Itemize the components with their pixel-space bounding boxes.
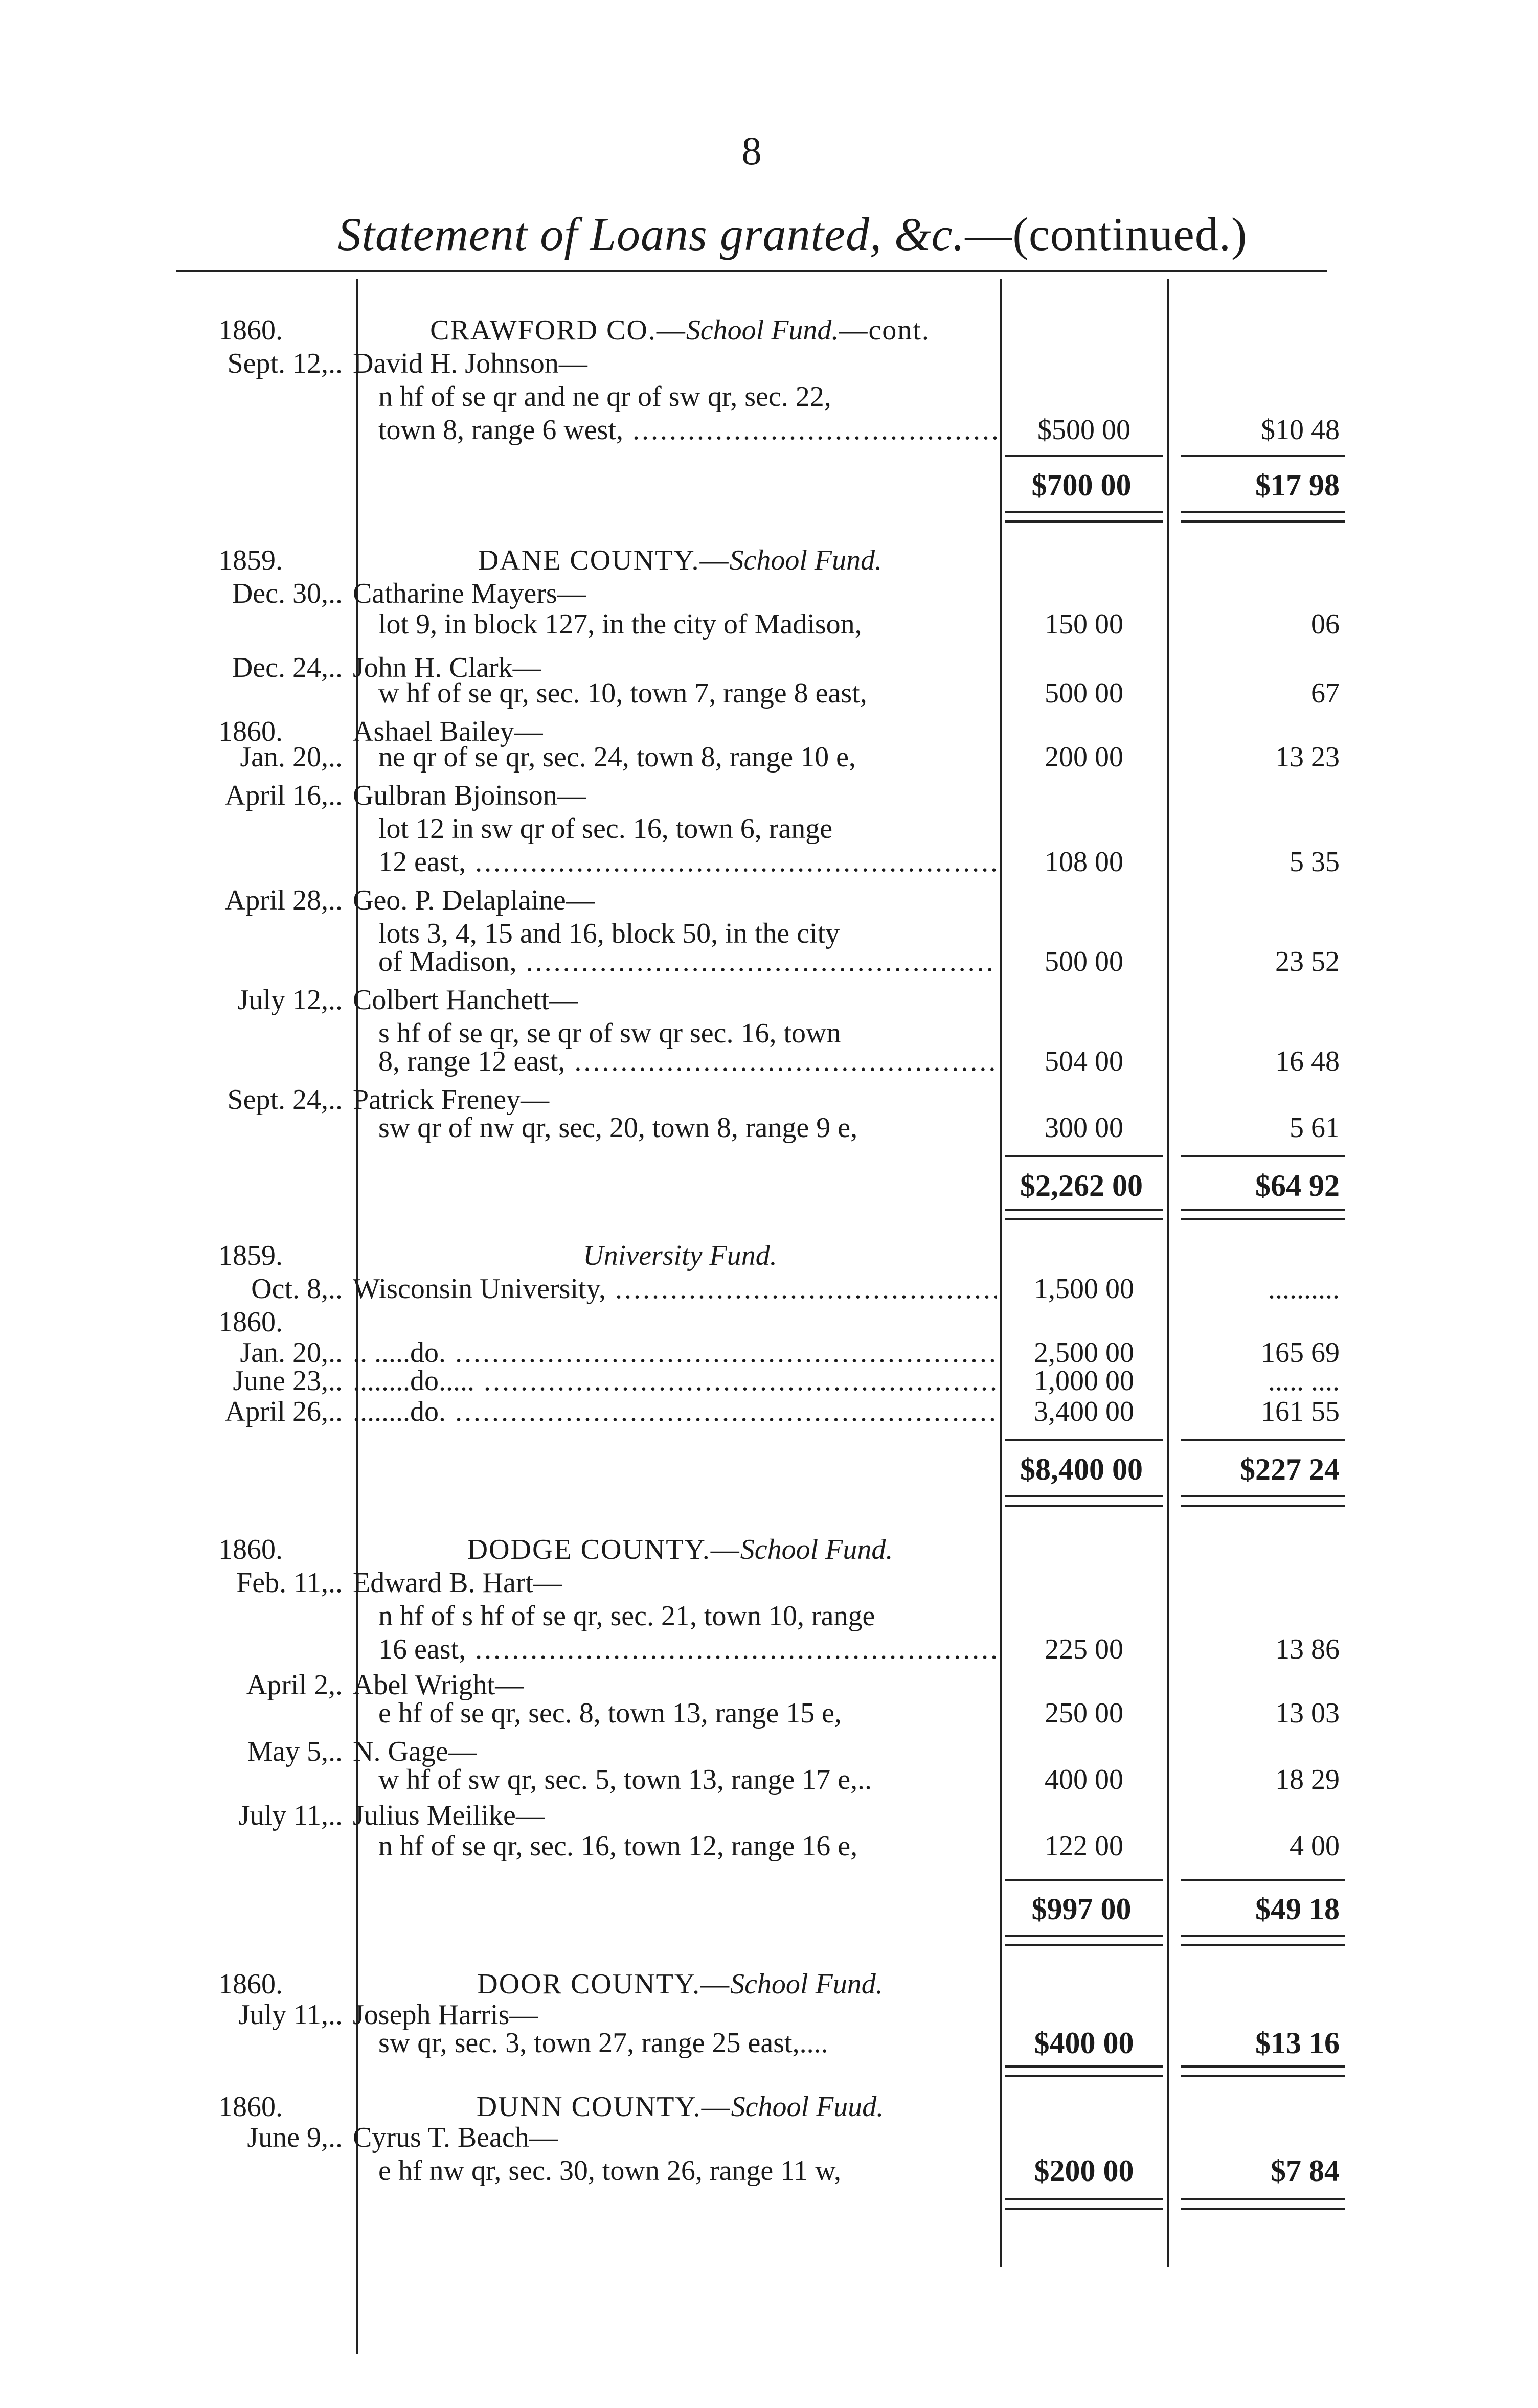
entry-amount: $500 00 (1037, 414, 1130, 446)
entry-description: e hf of se qr, sec. 8, town 13, range 15 e, (378, 1697, 842, 1729)
total-double-rule (1005, 1495, 1163, 1507)
entry-name: N. Gage— (353, 1736, 477, 1767)
section-heading: CRAWFORD CO.—School Fund.—cont. (430, 314, 930, 346)
total-interest: $49 18 (1255, 1892, 1340, 1926)
section-heading: DUNN COUNTY.—School Fuud. (476, 2091, 884, 2123)
entry-description: lots 3, 4, 15 and 16, block 50, in the city (378, 918, 840, 949)
entry-interest: .......... (1268, 1273, 1340, 1305)
entry-date: July 12,.. (237, 984, 343, 1016)
entry-interest: 5 35 (1290, 846, 1340, 878)
entry-amount: $400 00 (1034, 2026, 1134, 2060)
total-double-rule (1181, 1209, 1345, 1220)
total-interest: $227 24 (1240, 1452, 1340, 1486)
entry-interest: 13 03 (1275, 1697, 1340, 1729)
entry-interest: 165 69 (1261, 1337, 1340, 1369)
total-double-rule (1181, 1495, 1345, 1507)
entry-date: May 5,.. (247, 1736, 343, 1767)
entry-interest: 13 23 (1275, 741, 1340, 773)
entry-amount: 108 00 (1045, 846, 1123, 878)
entry-amount: 225 00 (1045, 1633, 1123, 1665)
entry-name: David H. Johnson— (353, 348, 587, 379)
entry-description: 16 east, ..... (378, 1633, 997, 1666)
entry-interest: 5 61 (1290, 1112, 1340, 1144)
entry-amount: 400 00 (1045, 1764, 1123, 1796)
section-year: 1860. (218, 314, 283, 346)
entry-name: Geo. P. Delaplaine— (353, 884, 595, 916)
entry-amount: 3,400 00 (1034, 1396, 1134, 1427)
entry-amount: 2,500 00 (1034, 1337, 1134, 1369)
subtotal-rule (1181, 1439, 1345, 1441)
title-continued: —(continued.) (965, 208, 1248, 260)
entry-date: Sept. 24,.. (227, 1084, 343, 1116)
entry-name: .. .....do. ..... (353, 1337, 997, 1369)
entry-interest: 18 29 (1275, 1764, 1340, 1796)
column-divider-interest (1167, 279, 1169, 2267)
entry-amount: 200 00 (1045, 741, 1123, 773)
subtotal-rule (1181, 1879, 1345, 1881)
entry-description: s hf of se qr, se qr of sw qr sec. 16, town (378, 1017, 841, 1049)
entry-date: April 2,. (246, 1669, 343, 1701)
subtotal-rule (1005, 1879, 1163, 1881)
total-amount: $8,400 00 (1020, 1452, 1143, 1486)
entry-description: n hf of se qr and ne qr of sw qr, sec. 22, (378, 381, 831, 413)
total-double-rule (1005, 1935, 1163, 1946)
entry-date: July 11,.. (238, 1800, 343, 1831)
entry-date: April 26,.. (224, 1396, 343, 1427)
entry-name: Colbert Hanchett— (353, 984, 578, 1016)
entry-date: April 16,.. (224, 780, 343, 811)
entry-year: 1860. (218, 716, 283, 747)
section-year: 1859. (218, 1240, 283, 1271)
entry-description: e hf nw qr, sec. 30, town 26, range 11 w, (378, 2155, 841, 2187)
entry-description: of Madison, ..... (378, 946, 997, 978)
section-year: 1860. (218, 1968, 283, 2000)
subtotal-rule (1005, 455, 1163, 457)
entry-interest: $10 48 (1261, 414, 1340, 446)
subtotal-rule (1005, 1155, 1163, 1157)
section-year: 1859. (218, 544, 283, 576)
section-year: 1860. (218, 2091, 283, 2123)
section-year: 1860. (218, 1534, 283, 1565)
entry-date: Jan. 20,.. (240, 1337, 343, 1369)
entry-date: April 28,.. (224, 884, 343, 916)
entry-name: Patrick Freney— (353, 1084, 550, 1116)
entry-amount: 500 00 (1045, 677, 1123, 709)
subtotal-rule (1181, 1155, 1345, 1157)
entry-description: w hf of sw qr, sec. 5, town 13, range 17 e,.. (378, 1764, 872, 1796)
total-amount: $997 00 (1031, 1892, 1132, 1926)
entry-name: John H. Clark— (353, 652, 541, 684)
entry-name: ........do..... ..... (353, 1365, 997, 1397)
entry-amount: 300 00 (1045, 1112, 1123, 1144)
column-divider-amount (1000, 279, 1002, 2267)
entry-description: n hf of s hf of se qr, sec. 21, town 10, range (378, 1600, 875, 1632)
total-double-rule (1181, 2198, 1345, 2210)
page-title (256, 207, 1329, 261)
entry-date: July 11,.. (238, 1999, 343, 2031)
header-rule (176, 270, 1327, 272)
entry-description: 12 east, ..... (378, 846, 997, 878)
section-heading: DODGE COUNTY.—School Fund. (467, 1534, 893, 1565)
subtotal-rule (1181, 455, 1345, 457)
entry-interest: 67 (1311, 677, 1340, 709)
page-number: 8 (741, 128, 762, 173)
total-double-rule (1181, 2065, 1345, 2077)
entry-description: sw qr of nw qr, sec, 20, town 8, range 9 e, (378, 1112, 858, 1144)
total-double-rule (1181, 1935, 1345, 1946)
total-interest: $17 98 (1255, 468, 1340, 502)
entry-date: Sept. 12,.. (227, 348, 343, 379)
entry-interest: 4 00 (1290, 1830, 1340, 1862)
entry-description: w hf of se qr, sec. 10, town 7, range 8 east, (378, 677, 867, 709)
entry-date: June 23,.. (233, 1365, 343, 1397)
entry-interest: $13 16 (1255, 2026, 1340, 2060)
total-double-rule (1181, 511, 1345, 523)
entry-name: Joseph Harris— (353, 1999, 538, 2031)
total-amount: $700 00 (1031, 468, 1132, 502)
entry-date: Feb. 11,.. (236, 1567, 343, 1599)
total-double-rule (1005, 511, 1163, 523)
entry-amount: 500 00 (1045, 946, 1123, 978)
subtotal-rule (1005, 1439, 1163, 1441)
entry-name: Catharine Mayers— (353, 578, 586, 609)
entry-interest: 23 52 (1275, 946, 1340, 978)
entry-name: Edward B. Hart— (353, 1567, 562, 1599)
total-double-rule (1005, 2198, 1163, 2210)
entry-date: Dec. 24,.. (232, 652, 343, 684)
entry-amount: 1,500 00 (1034, 1273, 1134, 1305)
entry-year: 1860. (218, 1306, 283, 1338)
title-italic: Statement of Loans granted, &c. (337, 208, 965, 260)
entry-interest: 16 48 (1275, 1046, 1340, 1077)
total-interest: $64 92 (1255, 1169, 1340, 1202)
entry-description: sw qr, sec. 3, town 27, range 25 east,.... (378, 2027, 828, 2059)
entry-interest: $7 84 (1271, 2154, 1340, 2188)
entry-amount: 250 00 (1045, 1697, 1123, 1729)
section-heading: DANE COUNTY.—School Fund. (478, 544, 883, 576)
section-heading: DOOR COUNTY.—School Fund. (477, 1968, 883, 2000)
entry-description: ne qr of se qr, sec. 24, town 8, range 10 e, (378, 741, 856, 773)
entry-name: Julius Meilike— (353, 1800, 545, 1831)
entry-interest: 161 55 (1261, 1396, 1340, 1427)
total-double-rule (1005, 2065, 1163, 2077)
entry-name: Cyrus T. Beach— (353, 2122, 558, 2153)
entry-interest: ..... .... (1268, 1365, 1340, 1397)
entry-interest: 06 (1311, 608, 1340, 640)
entry-description: lot 12 in sw qr of sec. 16, town 6, range (378, 813, 833, 845)
entry-name: Wisconsin University, ..... (353, 1273, 997, 1305)
entry-name: Ashael Bailey— (353, 716, 543, 747)
entry-name: Gulbran Bjoinson— (353, 780, 586, 811)
total-amount: $2,262 00 (1020, 1169, 1143, 1202)
entry-date: Jan. 20,.. (240, 741, 343, 773)
section-heading: University Fund. (583, 1240, 777, 1271)
entry-amount: $200 00 (1034, 2154, 1134, 2188)
entry-amount: 150 00 (1045, 608, 1123, 640)
entry-date: June 9,.. (247, 2122, 343, 2153)
entry-amount: 504 00 (1045, 1046, 1123, 1077)
entry-interest: 13 86 (1275, 1633, 1340, 1665)
entry-amount: 1,000 00 (1034, 1365, 1134, 1397)
entry-name: Abel Wright— (353, 1669, 524, 1701)
entry-name: ........do. ..... (353, 1396, 997, 1428)
entry-amount: 122 00 (1045, 1830, 1123, 1862)
total-double-rule (1005, 1209, 1163, 1220)
entry-description: lot 9, in block 127, in the city of Madison, (378, 608, 862, 640)
entry-date: Dec. 30,.. (232, 578, 343, 609)
entry-date: Oct. 8,.. (251, 1273, 343, 1305)
entry-description: n hf of se qr, sec. 16, town 12, range 16 e, (378, 1830, 858, 1862)
entry-description: 8, range 12 east, ..... (378, 1046, 997, 1078)
entry-description: town 8, range 6 west, ..... (378, 414, 997, 446)
